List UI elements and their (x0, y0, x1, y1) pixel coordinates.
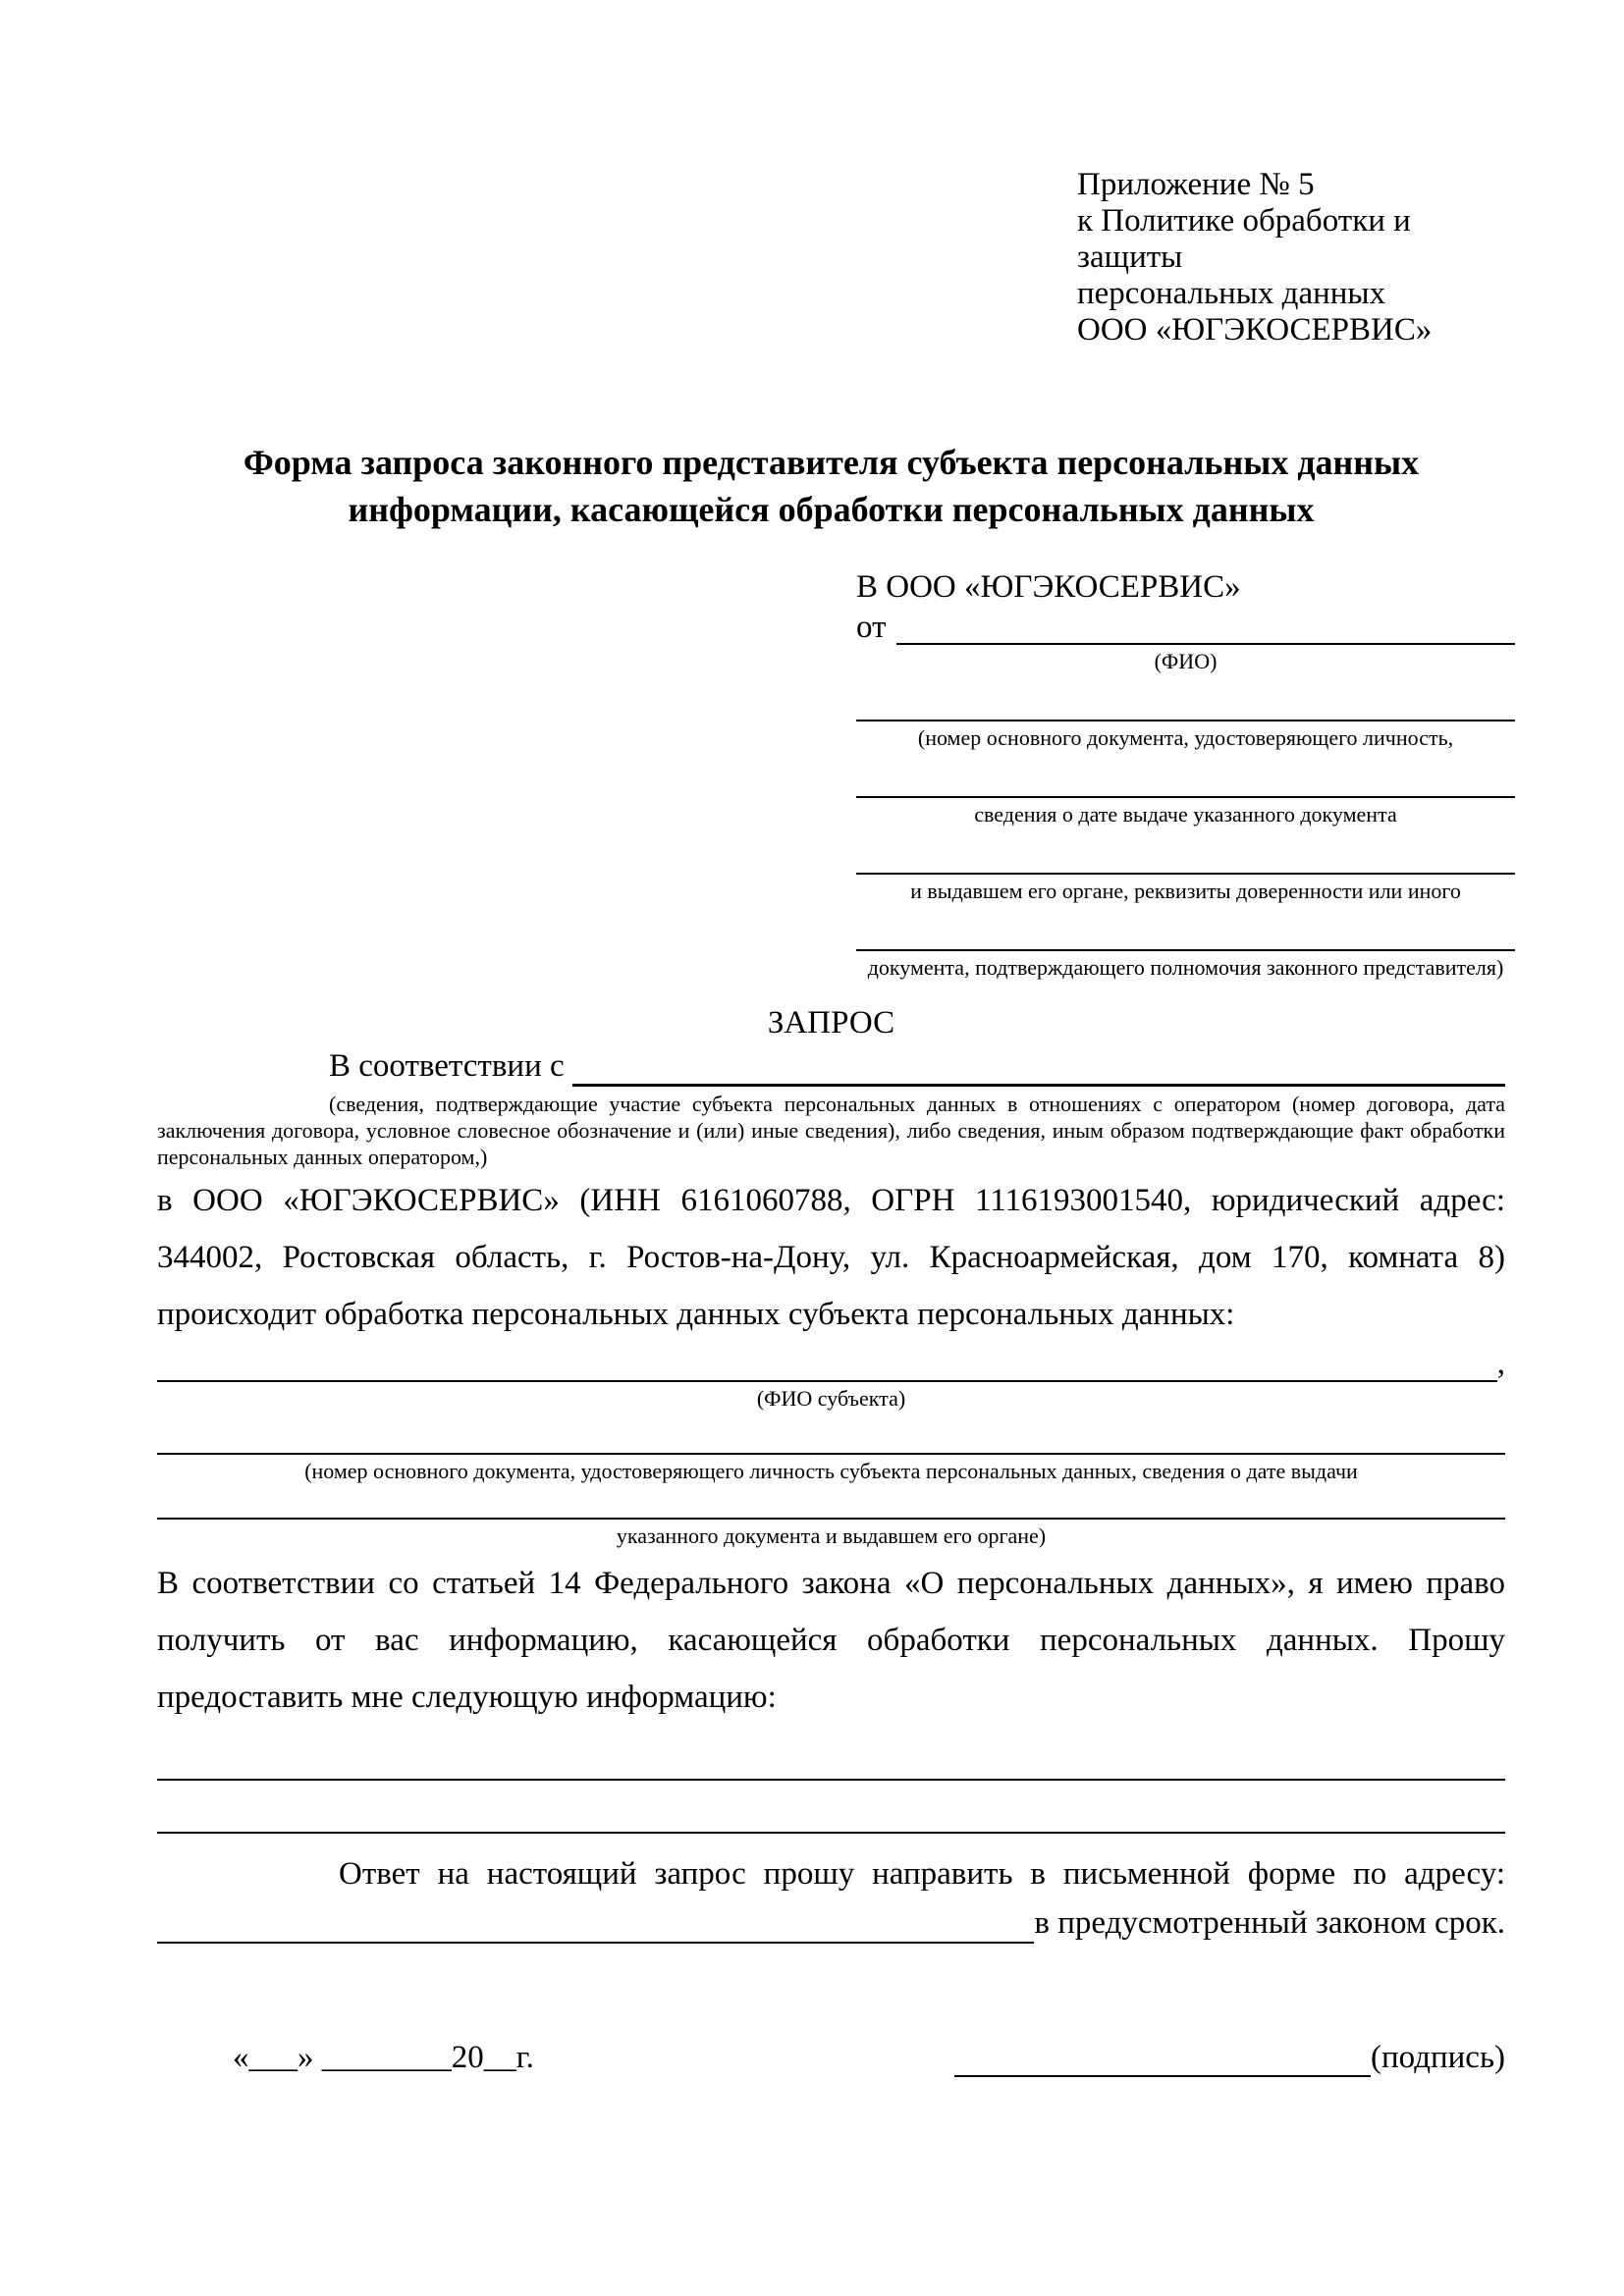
operator-paragraph: в ООО «ЮГЭКОСЕРВИС» (ИНН 6161060788, ОГРН 1116193001540, юридический адрес: 344002, Ростовская область, г. Ростов-на-Дону, ул. Красноармейская, дом 170, комната 8) происходит обработка персональных данных субъекта персональных данных: (157, 1183, 1505, 1332)
subject-doc-caption-2: указанного документа и выдавшем его органе) (616, 1523, 1047, 1548)
reply-tail: в предусмотренный законом срок. (1034, 1905, 1505, 1941)
appendix-line-4: ООО «ЮГЭКОСЕРВИС» (1077, 312, 1433, 347)
field-caption: документа, подтверждающего полномочия законного представителя) (867, 955, 1504, 980)
addressee-field (856, 828, 1515, 904)
reply-paragraph: Ответ на настоящий запрос прошу направить в письменной форме по адресу: (339, 1856, 1505, 1892)
reply-address-row (157, 1900, 1505, 1944)
intro-blank-line (572, 1084, 1505, 1087)
appendix-line-1: Приложение № 5 (1077, 167, 1315, 202)
subject-doc-caption-1: (номер основного документа, удостоверяющего личность субъекта персональных данных, сведения о дате выдачи (304, 1459, 1358, 1483)
title-line-1: Форма запроса законного представителя субъекта персональных данных (243, 443, 1420, 482)
intro-label: В соответствии с (329, 1048, 565, 1084)
signature-blank-line (954, 2044, 1371, 2077)
reply-blank-line (157, 1942, 1034, 1944)
intro-row (157, 1043, 1505, 1087)
field-blank-line (856, 674, 1515, 721)
appendix-block (1077, 167, 1505, 348)
field-blank-line (856, 751, 1515, 798)
subject-doc-blank-line (157, 1484, 1505, 1520)
appendix-line-3: персональных данных (1077, 276, 1386, 311)
document-title (157, 439, 1505, 533)
title-line-2: информации, касающейся обработки персональных данных (348, 490, 1315, 529)
addressee-field (856, 674, 1515, 751)
signature-block (954, 2038, 1505, 2077)
field-caption: сведения о дате выдаче указанного документа (974, 802, 1397, 827)
addressee-from-row (856, 608, 1515, 645)
field-caption: и выдавшем его органе, реквизиты доверенности или иного (910, 879, 1461, 903)
footer-row (157, 2038, 1505, 2077)
law-paragraph: В соответствии со статьей 14 Федерального закона «О персональных данных», я имею право получить от вас информацию, касающейся обработки персональных данных. Прошу предоставить мне следующую информацию: (157, 1566, 1505, 1715)
request-heading: ЗАПРОС (767, 1005, 895, 1041)
from-label: от (856, 610, 887, 645)
field-caption: (номер основного документа, удостоверяющего личность, (917, 725, 1454, 750)
date-line: «___» ________20__г. (233, 2040, 534, 2075)
info-blank-line (157, 1726, 1505, 1781)
subject-doc-blank-line (157, 1412, 1505, 1455)
signature-caption: (подпись) (1371, 2040, 1505, 2075)
field-blank-line (856, 828, 1515, 875)
addressee-field (856, 904, 1515, 981)
info-blank-line (157, 1781, 1505, 1834)
addressee-block (856, 566, 1515, 981)
addressee-to: В ООО «ЮГЭКОСЕРВИС» (856, 569, 1241, 605)
from-blank-line (896, 643, 1516, 645)
subject-fio-caption: (ФИО субъекта) (756, 1386, 906, 1411)
intro-note: (сведения, подтверждающие участие субъекта персональных данных в отношениях с оператором (номер договора, дата заключения договора, условное словесное обозначение и (или) иные сведения), либо сведения, иным образом подтверждающие факт обработки персональных данных оператором,) (157, 1092, 1505, 1169)
subject-blank-line (157, 1380, 1497, 1382)
fio-caption: (ФИО) (1154, 649, 1218, 673)
trailing-comma: , (1496, 1346, 1505, 1381)
subject-fio-row (157, 1346, 1505, 1382)
appendix-line-2: к Политике обработки и защиты (1077, 203, 1411, 275)
addressee-field (856, 751, 1515, 828)
field-blank-line (856, 904, 1515, 951)
